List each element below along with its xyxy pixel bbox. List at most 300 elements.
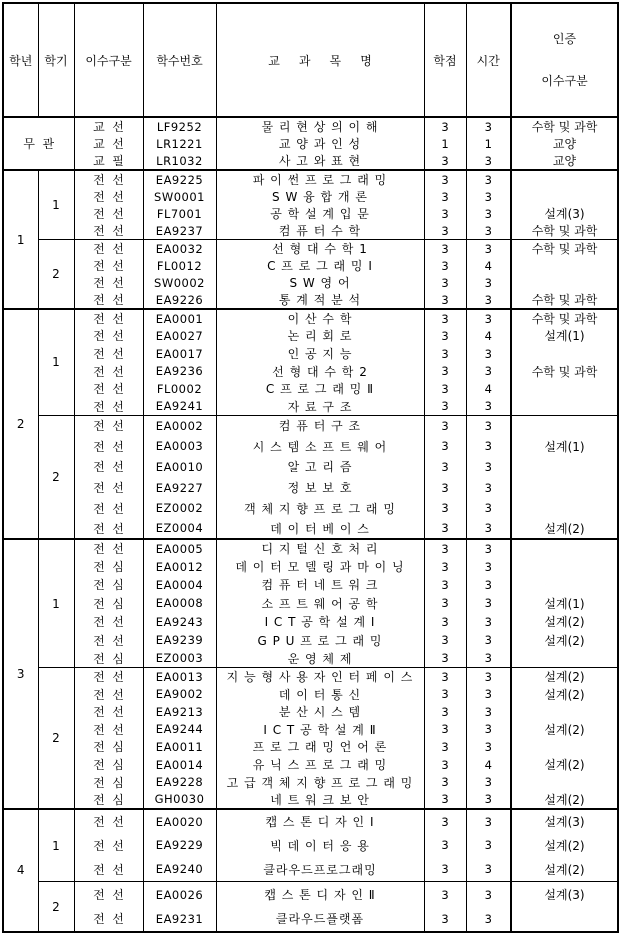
hours-cell: 3 bbox=[466, 882, 511, 907]
hours-cell: 3 bbox=[466, 152, 511, 170]
course-name-cell: 논 리 회 로 bbox=[216, 327, 424, 345]
cert-cell bbox=[511, 557, 618, 575]
cert-cell bbox=[511, 415, 618, 436]
course-code-cell: EA9213 bbox=[143, 703, 216, 721]
credits-cell: 3 bbox=[424, 756, 466, 774]
year-label: 무 관 bbox=[3, 117, 74, 170]
header-cert-line1: 인증 bbox=[552, 32, 577, 46]
credits-cell: 3 bbox=[424, 882, 466, 907]
course-code-cell: EA9225 bbox=[143, 170, 216, 188]
hours-cell: 3 bbox=[466, 436, 511, 457]
hours-cell: 3 bbox=[466, 498, 511, 519]
hours-cell: 3 bbox=[466, 773, 511, 791]
year-label: 4 bbox=[3, 809, 38, 932]
hours-cell: 3 bbox=[466, 721, 511, 739]
course-code-cell: FL0002 bbox=[143, 380, 216, 398]
cert-cell: 설계(2) bbox=[511, 857, 618, 881]
course-name-cell: I C T 공 학 설 계 Ⅱ bbox=[216, 721, 424, 739]
category-cell: 전 선 bbox=[74, 631, 143, 649]
course-name-cell: 지 능 형 사 용 자 인 터 페 이 스 bbox=[216, 668, 424, 686]
cert-cell bbox=[511, 188, 618, 205]
cert-cell bbox=[511, 703, 618, 721]
course-code-cell: EA0027 bbox=[143, 327, 216, 345]
credits-cell: 3 bbox=[424, 809, 466, 833]
category-cell: 교 선 bbox=[74, 117, 143, 135]
hours-cell: 3 bbox=[466, 668, 511, 686]
cert-cell bbox=[511, 498, 618, 519]
curriculum-table bbox=[2, 2, 619, 933]
course-code-cell: EZ0004 bbox=[143, 518, 216, 539]
course-name-cell: 이 산 수 학 bbox=[216, 309, 424, 327]
course-row bbox=[3, 205, 618, 222]
course-code-cell: EA9243 bbox=[143, 613, 216, 631]
hours-cell: 3 bbox=[466, 631, 511, 649]
course-name-cell: C 프 로 그 래 밍 Ⅰ bbox=[216, 257, 424, 274]
category-cell: 전 선 bbox=[74, 518, 143, 539]
course-row bbox=[3, 415, 618, 436]
credits-cell: 3 bbox=[424, 345, 466, 363]
cert-cell bbox=[511, 649, 618, 667]
course-code-cell: EA9241 bbox=[143, 398, 216, 416]
course-row bbox=[3, 362, 618, 380]
course-code-cell: EA0014 bbox=[143, 756, 216, 774]
course-row bbox=[3, 594, 618, 612]
hours-cell: 3 bbox=[466, 649, 511, 667]
credits-cell: 3 bbox=[424, 498, 466, 519]
course-name-cell: 컴 퓨 터 구 조 bbox=[216, 415, 424, 436]
credits-cell: 3 bbox=[424, 415, 466, 436]
cert-cell: 설계(2) bbox=[511, 668, 618, 686]
header-cert bbox=[511, 3, 618, 117]
year-label: 2 bbox=[3, 309, 38, 539]
cert-cell: 수학 및 과학 bbox=[511, 362, 618, 380]
semester-label: 2 bbox=[38, 882, 74, 932]
category-cell: 전 선 bbox=[74, 398, 143, 416]
course-name-cell: 데 이 터 통 신 bbox=[216, 685, 424, 703]
category-cell: 전 선 bbox=[74, 291, 143, 309]
cert-cell bbox=[511, 257, 618, 274]
category-cell: 전 선 bbox=[74, 188, 143, 205]
credits-cell: 3 bbox=[424, 457, 466, 478]
course-name-cell: 인 공 지 능 bbox=[216, 345, 424, 363]
year-label: 3 bbox=[3, 539, 38, 809]
credits-cell: 3 bbox=[424, 539, 466, 557]
credits-cell: 3 bbox=[424, 436, 466, 457]
course-code-cell: EZ0002 bbox=[143, 498, 216, 519]
cert-cell: 설계(2) bbox=[511, 756, 618, 774]
course-code-cell: EA9239 bbox=[143, 631, 216, 649]
course-name-cell: 컴 퓨 터 네 트 워 크 bbox=[216, 576, 424, 594]
course-name-cell: 통 계 적 분 석 bbox=[216, 291, 424, 309]
cert-cell: 수학 및 과학 bbox=[511, 117, 618, 135]
course-row bbox=[3, 738, 618, 756]
category-cell: 전 심 bbox=[74, 557, 143, 575]
category-cell: 전 선 bbox=[74, 703, 143, 721]
hours-cell: 3 bbox=[466, 833, 511, 857]
course-name-cell: 교 양 과 인 성 bbox=[216, 135, 424, 152]
cert-cell: 수학 및 과학 bbox=[511, 291, 618, 309]
course-code-cell: EA9236 bbox=[143, 362, 216, 380]
category-cell: 전 선 bbox=[74, 327, 143, 345]
course-name-cell: 컴 퓨 터 수 학 bbox=[216, 222, 424, 240]
category-cell: 전 선 bbox=[74, 477, 143, 498]
course-code-cell: EA0004 bbox=[143, 576, 216, 594]
header-category: 이수구분 bbox=[74, 3, 143, 117]
hours-cell: 3 bbox=[466, 907, 511, 932]
category-cell: 교 필 bbox=[74, 152, 143, 170]
course-code-cell: LR1221 bbox=[143, 135, 216, 152]
category-cell: 전 심 bbox=[74, 773, 143, 791]
cert-cell: 설계(2) bbox=[511, 631, 618, 649]
credits-cell: 3 bbox=[424, 291, 466, 309]
course-row bbox=[3, 398, 618, 416]
hours-cell: 3 bbox=[466, 791, 511, 809]
course-name-cell: I C T 공 학 설 계 Ⅰ bbox=[216, 613, 424, 631]
category-cell: 전 선 bbox=[74, 498, 143, 519]
hours-cell: 4 bbox=[466, 756, 511, 774]
course-name-cell: 분 산 시 스 템 bbox=[216, 703, 424, 721]
semester-label: 2 bbox=[38, 240, 74, 310]
cert-cell: 설계(2) bbox=[511, 685, 618, 703]
credits-cell: 3 bbox=[424, 594, 466, 612]
credits-cell: 3 bbox=[424, 240, 466, 258]
cert-cell: 설계(1) bbox=[511, 594, 618, 612]
cert-cell: 수학 및 과학 bbox=[511, 222, 618, 240]
course-code-cell: EZ0003 bbox=[143, 649, 216, 667]
course-row bbox=[3, 809, 618, 833]
course-code-cell: EA0001 bbox=[143, 309, 216, 327]
course-row bbox=[3, 703, 618, 721]
cert-cell: 설계(1) bbox=[511, 436, 618, 457]
course-code-cell: EA9244 bbox=[143, 721, 216, 739]
course-name-cell: 캡 스 톤 디 자 인 Ⅰ bbox=[216, 809, 424, 833]
course-code-cell: EA0026 bbox=[143, 882, 216, 907]
course-name-cell: 빅 데 이 터 응 용 bbox=[216, 833, 424, 857]
course-code-cell: SW0001 bbox=[143, 188, 216, 205]
course-row bbox=[3, 170, 618, 188]
category-cell: 전 선 bbox=[74, 685, 143, 703]
hours-cell: 4 bbox=[466, 380, 511, 398]
category-cell: 전 선 bbox=[74, 833, 143, 857]
cert-cell bbox=[511, 576, 618, 594]
course-row bbox=[3, 309, 618, 327]
credits-cell: 3 bbox=[424, 631, 466, 649]
course-name-cell: 캡 스 톤 디 자 인 Ⅱ bbox=[216, 882, 424, 907]
credits-cell: 3 bbox=[424, 576, 466, 594]
course-code-cell: EA9237 bbox=[143, 222, 216, 240]
course-name-cell: 사 고 와 표 현 bbox=[216, 152, 424, 170]
category-cell: 전 선 bbox=[74, 457, 143, 478]
credits-cell: 3 bbox=[424, 152, 466, 170]
credits-cell: 3 bbox=[424, 738, 466, 756]
credits-cell: 3 bbox=[424, 477, 466, 498]
credits-cell: 3 bbox=[424, 907, 466, 932]
hours-cell: 3 bbox=[466, 240, 511, 258]
cert-cell: 설계(3) bbox=[511, 205, 618, 222]
course-row bbox=[3, 668, 618, 686]
course-name-cell: G P U 프 로 그 래 밍 bbox=[216, 631, 424, 649]
semester-label: 1 bbox=[38, 170, 74, 240]
course-name-cell: 고 급 객 체 지 향 프 로 그 래 밍 bbox=[216, 773, 424, 791]
course-name-cell: 정 보 보 호 bbox=[216, 477, 424, 498]
category-cell: 전 선 bbox=[74, 809, 143, 833]
semester-label: 1 bbox=[38, 539, 74, 668]
cert-cell: 교양 bbox=[511, 152, 618, 170]
course-row bbox=[3, 257, 618, 274]
credits-cell: 3 bbox=[424, 557, 466, 575]
header-hours: 시간 bbox=[466, 3, 511, 117]
course-row bbox=[3, 649, 618, 667]
credits-cell: 3 bbox=[424, 833, 466, 857]
credits-cell: 3 bbox=[424, 170, 466, 188]
cert-cell: 설계(2) bbox=[511, 721, 618, 739]
hours-cell: 3 bbox=[466, 539, 511, 557]
cert-cell bbox=[511, 457, 618, 478]
course-name-cell: 운 영 체 제 bbox=[216, 649, 424, 667]
category-cell: 전 선 bbox=[74, 907, 143, 932]
hours-cell: 3 bbox=[466, 205, 511, 222]
header-row bbox=[3, 3, 618, 117]
hours-cell: 3 bbox=[466, 188, 511, 205]
course-name-cell: 클라우드플랫폼 bbox=[216, 907, 424, 932]
course-name-cell: 네 트 워 크 보 안 bbox=[216, 791, 424, 809]
semester-label: 1 bbox=[38, 809, 74, 882]
course-name-cell: S W 영 어 bbox=[216, 274, 424, 291]
credits-cell: 3 bbox=[424, 117, 466, 135]
credits-cell: 3 bbox=[424, 721, 466, 739]
course-name-cell: 유 닉 스 프 로 그 래 밍 bbox=[216, 756, 424, 774]
course-name-cell: 공 학 설 계 입 문 bbox=[216, 205, 424, 222]
category-cell: 전 심 bbox=[74, 576, 143, 594]
category-cell: 전 선 bbox=[74, 345, 143, 363]
course-code-cell: EA0003 bbox=[143, 436, 216, 457]
category-cell: 전 선 bbox=[74, 309, 143, 327]
course-row bbox=[3, 436, 618, 457]
course-name-cell: 파 이 썬 프 로 그 래 밍 bbox=[216, 170, 424, 188]
hours-cell: 3 bbox=[466, 809, 511, 833]
course-name-cell: 객 체 지 향 프 로 그 래 밍 bbox=[216, 498, 424, 519]
credits-cell: 3 bbox=[424, 380, 466, 398]
cert-cell bbox=[511, 380, 618, 398]
course-row bbox=[3, 613, 618, 631]
category-cell: 전 선 bbox=[74, 539, 143, 557]
credits-cell: 3 bbox=[424, 773, 466, 791]
cert-cell: 설계(1) bbox=[511, 327, 618, 345]
header-year: 학년 bbox=[3, 3, 38, 117]
category-cell: 전 심 bbox=[74, 594, 143, 612]
course-name-cell: 클라우드프로그래밍 bbox=[216, 857, 424, 881]
category-cell: 전 선 bbox=[74, 222, 143, 240]
table-header bbox=[3, 3, 618, 117]
course-code-cell: FL7001 bbox=[143, 205, 216, 222]
cert-cell: 설계(3) bbox=[511, 882, 618, 907]
cert-cell bbox=[511, 274, 618, 291]
header-semester: 학기 bbox=[38, 3, 74, 117]
header-credits: 학점 bbox=[424, 3, 466, 117]
cert-cell bbox=[511, 477, 618, 498]
category-cell: 전 심 bbox=[74, 791, 143, 809]
category-cell: 전 심 bbox=[74, 738, 143, 756]
course-code-cell: LF9252 bbox=[143, 117, 216, 135]
credits-cell: 3 bbox=[424, 327, 466, 345]
course-name-cell: 프 로 그 래 밍 언 어 론 bbox=[216, 738, 424, 756]
table-body bbox=[3, 117, 618, 932]
cert-cell: 수학 및 과학 bbox=[511, 240, 618, 258]
course-row bbox=[3, 380, 618, 398]
course-code-cell: GH0030 bbox=[143, 791, 216, 809]
hours-cell: 3 bbox=[466, 345, 511, 363]
course-row bbox=[3, 188, 618, 205]
credits-cell: 3 bbox=[424, 685, 466, 703]
hours-cell: 3 bbox=[466, 274, 511, 291]
course-code-cell: EA0017 bbox=[143, 345, 216, 363]
course-code-cell: EA9231 bbox=[143, 907, 216, 932]
course-row bbox=[3, 721, 618, 739]
header-course-name: 교 과 목 명 bbox=[216, 3, 424, 117]
category-cell: 전 선 bbox=[74, 613, 143, 631]
cert-cell: 설계(3) bbox=[511, 809, 618, 833]
category-cell: 전 선 bbox=[74, 721, 143, 739]
course-row bbox=[3, 457, 618, 478]
cert-cell: 교양 bbox=[511, 135, 618, 152]
course-code-cell: EA0005 bbox=[143, 539, 216, 557]
hours-cell: 3 bbox=[466, 613, 511, 631]
hours-cell: 3 bbox=[466, 415, 511, 436]
cert-cell bbox=[511, 907, 618, 932]
hours-cell: 3 bbox=[466, 170, 511, 188]
course-code-cell: FL0012 bbox=[143, 257, 216, 274]
course-code-cell: EA9229 bbox=[143, 833, 216, 857]
course-row bbox=[3, 291, 618, 309]
course-code-cell: LR1032 bbox=[143, 152, 216, 170]
semester-label: 1 bbox=[38, 309, 74, 415]
cert-cell: 설계(2) bbox=[511, 791, 618, 809]
course-row bbox=[3, 222, 618, 240]
hours-cell: 3 bbox=[466, 398, 511, 416]
course-row bbox=[3, 477, 618, 498]
course-row bbox=[3, 685, 618, 703]
course-row bbox=[3, 539, 618, 557]
category-cell: 전 선 bbox=[74, 205, 143, 222]
semester-label: 2 bbox=[38, 415, 74, 539]
category-cell: 전 선 bbox=[74, 857, 143, 881]
credits-cell: 3 bbox=[424, 398, 466, 416]
hours-cell: 3 bbox=[466, 222, 511, 240]
hours-cell: 3 bbox=[466, 594, 511, 612]
course-name-cell: 선 형 대 수 학 2 bbox=[216, 362, 424, 380]
credits-cell: 3 bbox=[424, 362, 466, 380]
cert-cell bbox=[511, 539, 618, 557]
hours-cell: 1 bbox=[466, 135, 511, 152]
course-row bbox=[3, 791, 618, 809]
category-cell: 전 선 bbox=[74, 274, 143, 291]
hours-cell: 3 bbox=[466, 685, 511, 703]
course-code-cell: EA0002 bbox=[143, 415, 216, 436]
course-row bbox=[3, 327, 618, 345]
credits-cell: 3 bbox=[424, 309, 466, 327]
category-cell: 전 선 bbox=[74, 436, 143, 457]
course-name-cell: 디 지 털 신 호 처 리 bbox=[216, 539, 424, 557]
header-cert-line2: 이수구분 bbox=[541, 74, 588, 88]
course-row bbox=[3, 576, 618, 594]
cert-cell: 설계(2) bbox=[511, 833, 618, 857]
course-name-cell: S W 융 합 개 론 bbox=[216, 188, 424, 205]
hours-cell: 4 bbox=[466, 327, 511, 345]
credits-cell: 3 bbox=[424, 188, 466, 205]
cert-cell bbox=[511, 345, 618, 363]
course-code-cell: EA0012 bbox=[143, 557, 216, 575]
category-cell: 전 선 bbox=[74, 882, 143, 907]
course-name-cell: 데 이 터 모 델 링 과 마 이 닝 bbox=[216, 557, 424, 575]
category-cell: 전 선 bbox=[74, 362, 143, 380]
credits-cell: 3 bbox=[424, 649, 466, 667]
course-row bbox=[3, 907, 618, 932]
course-code-cell: EA0010 bbox=[143, 457, 216, 478]
course-row bbox=[3, 557, 618, 575]
credits-cell: 3 bbox=[424, 274, 466, 291]
course-name-cell: 시 스 템 소 프 트 웨 어 bbox=[216, 436, 424, 457]
hours-cell: 3 bbox=[466, 457, 511, 478]
hours-cell: 3 bbox=[466, 518, 511, 539]
hours-cell: 3 bbox=[466, 557, 511, 575]
cert-cell: 설계(2) bbox=[511, 613, 618, 631]
course-name-cell: 물 리 현 상 의 이 해 bbox=[216, 117, 424, 135]
cert-cell: 설계(2) bbox=[511, 518, 618, 539]
category-cell: 전 선 bbox=[74, 380, 143, 398]
category-cell: 전 심 bbox=[74, 756, 143, 774]
year-label: 1 bbox=[3, 170, 38, 309]
hours-cell: 3 bbox=[466, 309, 511, 327]
category-cell: 전 선 bbox=[74, 257, 143, 274]
course-code-cell: EA0011 bbox=[143, 738, 216, 756]
course-row bbox=[3, 773, 618, 791]
course-row bbox=[3, 756, 618, 774]
cert-cell: 수학 및 과학 bbox=[511, 309, 618, 327]
credits-cell: 3 bbox=[424, 257, 466, 274]
hours-cell: 3 bbox=[466, 576, 511, 594]
hours-cell: 4 bbox=[466, 257, 511, 274]
course-code-cell: EA9228 bbox=[143, 773, 216, 791]
course-name-cell: 알 고 리 즘 bbox=[216, 457, 424, 478]
credits-cell: 3 bbox=[424, 222, 466, 240]
course-row bbox=[3, 135, 618, 152]
category-cell: 교 선 bbox=[74, 135, 143, 152]
category-cell: 전 선 bbox=[74, 668, 143, 686]
course-name-cell: C 프 로 그 래 밍 Ⅱ bbox=[216, 380, 424, 398]
course-name-cell: 자 료 구 조 bbox=[216, 398, 424, 416]
category-cell: 전 선 bbox=[74, 415, 143, 436]
course-code-cell: EA0020 bbox=[143, 809, 216, 833]
hours-cell: 3 bbox=[466, 477, 511, 498]
course-code-cell: EA0032 bbox=[143, 240, 216, 258]
hours-cell: 3 bbox=[466, 291, 511, 309]
course-row bbox=[3, 882, 618, 907]
semester-label: 2 bbox=[38, 668, 74, 809]
header-course-no: 학수번호 bbox=[143, 3, 216, 117]
credits-cell: 3 bbox=[424, 668, 466, 686]
credits-cell: 3 bbox=[424, 857, 466, 881]
course-row bbox=[3, 833, 618, 857]
hours-cell: 3 bbox=[466, 703, 511, 721]
course-row bbox=[3, 518, 618, 539]
credits-cell: 3 bbox=[424, 613, 466, 631]
hours-cell: 3 bbox=[466, 362, 511, 380]
course-row bbox=[3, 857, 618, 881]
credits-cell: 1 bbox=[424, 135, 466, 152]
hours-cell: 3 bbox=[466, 738, 511, 756]
course-code-cell: EA9226 bbox=[143, 291, 216, 309]
course-row bbox=[3, 240, 618, 258]
